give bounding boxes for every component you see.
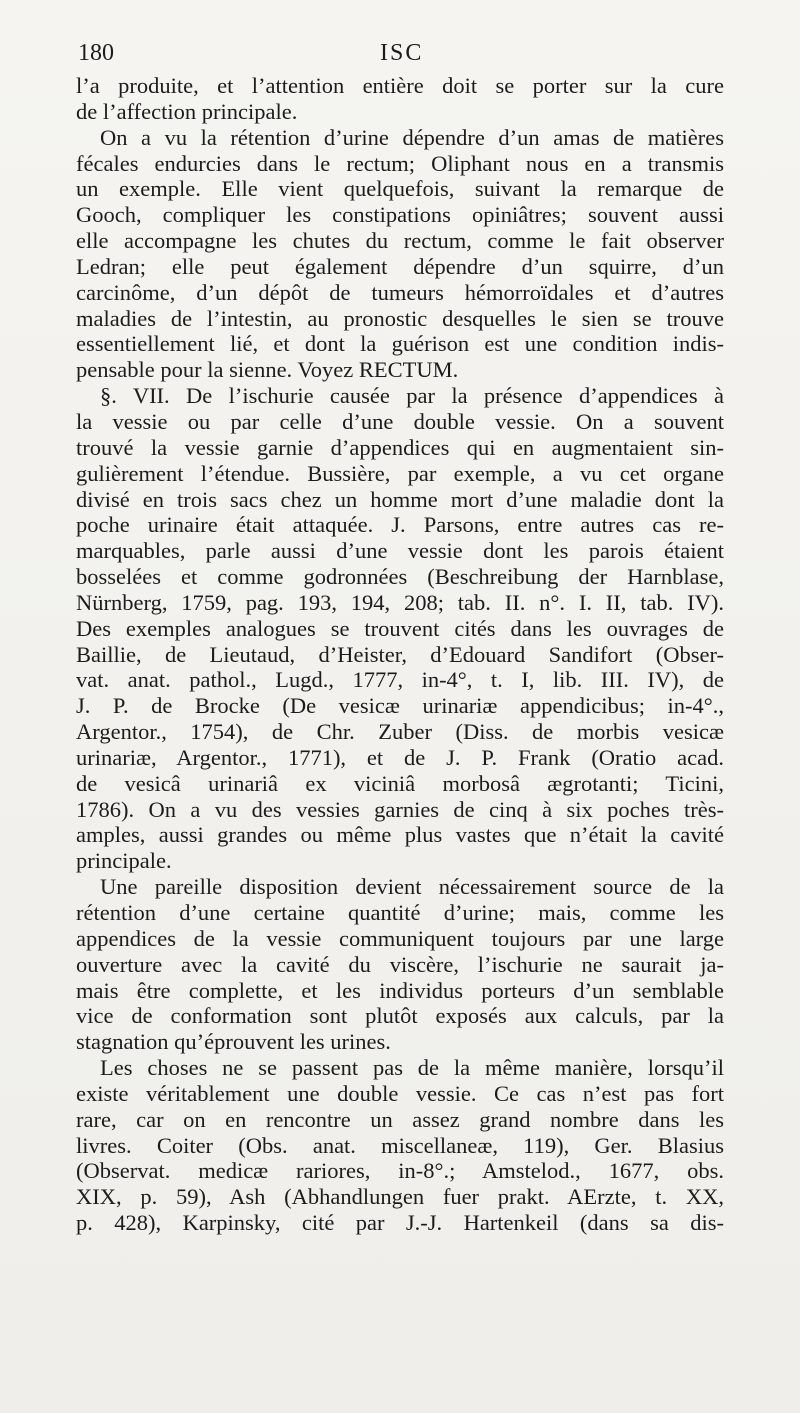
text-line: Une pareille disposition devient nécessairement source de la — [100, 874, 724, 900]
text-line: bosselées et comme godronnées (Beschreibung der Harnblase, — [76, 564, 724, 590]
text-line: ouverture avec la cavité du viscère, l’ischurie ne saurait ja- — [76, 951, 724, 977]
text-line: vat. anat. pathol., Lugd., 1777, in-4°, t. I, lib. III. IV), de — [76, 667, 724, 693]
body-text — [76, 73, 724, 1236]
text-line: XIX, p. 59), Ash (Abhandlungen fuer prakt. AErzte, t. XX, — [76, 1184, 724, 1210]
text-line: pensable pour la sienne. Voyez RECTUM. — [76, 357, 459, 383]
text-line: divisé en trois sacs chez un homme mort d’une maladie dont la — [76, 486, 724, 512]
text-line: de l’affection principale. — [76, 98, 298, 124]
text-line: livres. Coiter (Obs. anat. miscellaneæ, 119), Ger. Blasius — [76, 1132, 724, 1158]
text-line: Des exemples analogues se trouvent cités dans les ouvrages de — [76, 615, 724, 641]
text-line: Argentor., 1754), de Chr. Zuber (Diss. de morbis vesicæ — [76, 719, 724, 745]
text-line: amples, aussi grandes ou même plus vastes que n’était la cavité — [76, 822, 724, 848]
text-line: Baillie, de Lieutaud, d’Heister, d’Edouard Sandifort (Obser- — [76, 641, 724, 667]
text-line: principale. — [76, 848, 172, 874]
text-line: maladies de l’intestin, au pronostic desquelles le sien se trouve — [76, 305, 724, 331]
text-line: fécales endurcies dans le rectum; Oliphant nous en a transmis — [76, 150, 724, 176]
text-line: J. P. de Brocke (De vesicæ urinariæ appendicibus; in-4°., — [76, 693, 724, 719]
text-line: §. VII. De l’ischurie causée par la présence d’appendices à — [100, 383, 724, 409]
page-number: 180 — [78, 40, 114, 66]
text-line: trouvé la vessie garnie d’appendices qui en augmentaient sin- — [76, 434, 724, 460]
text-line: Ledran; elle peut également dépendre d’un squirre, d’un — [76, 253, 724, 279]
page-header — [78, 40, 724, 76]
text-line: stagnation qu’éprouvent les urines. — [76, 1029, 391, 1055]
text-line: la vessie ou par celle d’une double vessie. On a souvent — [76, 408, 724, 434]
text-line: urinariæ, Argentor., 1771), et de J. P. Frank (Oratio acad. — [76, 744, 724, 770]
text-line: Gooch, compliquer les constipations opiniâtres; souvent aussi — [76, 202, 724, 228]
text-line: rétention d’une certaine quantité d’urine; mais, comme les — [76, 900, 724, 925]
text-line: marquables, parle aussi d’une vessie dont les parois étaient — [76, 538, 724, 564]
text-line: gulièrement l’étendue. Bussière, par exemple, a vu cet organe — [76, 460, 724, 486]
text-line: p. 428), Karpinsky, cité par J.-J. Hartenkeil (dans sa dis- — [76, 1210, 724, 1236]
text-line: Nürnberg, 1759, pag. 193, 194, 208; tab. II. n°. I. II, tab. IV). — [76, 589, 724, 615]
text-line: existe véritablement une double vessie. Ce cas n’est pas fort — [76, 1080, 724, 1106]
text-line: carcinôme, d’un dépôt de tumeurs hémorroïdales et d’autres — [76, 279, 724, 305]
text-line: l’a produite, et l’attention entière doit se porter sur la cure — [76, 73, 724, 98]
text-line: un exemple. Elle vient quelquefois, suivant la remarque de — [76, 176, 724, 202]
text-line: de vesicâ urinariâ ex viciniâ morbosâ ægrotanti; Ticini, — [76, 770, 724, 796]
text-line: rare, car on en rencontre un assez grand nombre dans les — [76, 1106, 724, 1132]
text-line: essentiellement lié, et dont la guérison est une condition indis- — [76, 331, 724, 357]
text-line: 1786). On a vu des vessies garnies de cinq à six poches très- — [76, 796, 724, 822]
text-line: appendices de la vessie communiquent toujours par une large — [76, 925, 724, 951]
running-head: ISC — [380, 40, 424, 66]
text-line: vice de conformation sont plutôt exposés aux calculs, par la — [76, 1003, 724, 1029]
text-line: (Observat. medicæ rariores, in-8°.; Amstelod., 1677, obs. — [76, 1158, 724, 1184]
text-line: elle accompagne les chutes du rectum, comme le fait observer — [76, 228, 724, 254]
text-line: Les choses ne se passent pas de la même manière, lorsqu’il — [100, 1055, 724, 1081]
text-line: mais être complette, et les individus porteurs d’un semblable — [76, 977, 724, 1003]
text-line: On a vu la rétention d’urine dépendre d’un amas de matières — [100, 124, 724, 150]
text-line: poche urinaire était attaquée. J. Parsons, entre autres cas re- — [76, 512, 724, 538]
